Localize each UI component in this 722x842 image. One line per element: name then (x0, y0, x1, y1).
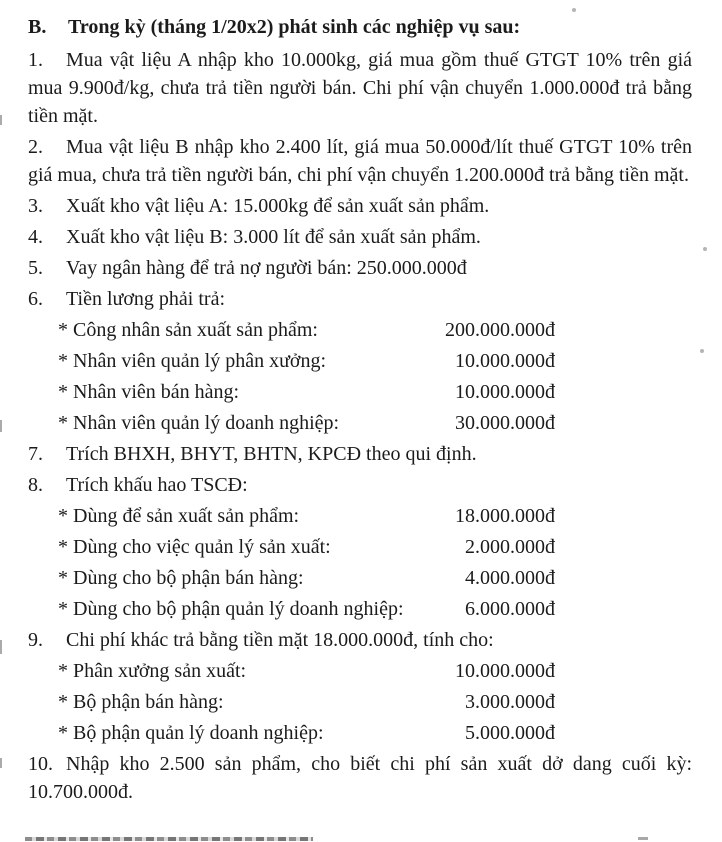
list-item-10 (28, 750, 692, 806)
item-number: 1. (28, 49, 43, 71)
amount-row (58, 657, 555, 685)
item-number: 8. (28, 474, 43, 496)
scan-bottom-mark (638, 837, 648, 840)
scan-edge-mark (0, 420, 2, 432)
amount-value: 200.000.000đ (445, 319, 555, 341)
list-item-4 (28, 223, 692, 251)
amount-label: * Bộ phận bán hàng: (58, 691, 224, 713)
item-number: 7. (28, 443, 43, 465)
list-item-9 (28, 626, 692, 654)
amount-value: 30.000.000đ (455, 412, 555, 434)
amount-label: * Dùng cho bộ phận bán hàng: (58, 567, 304, 589)
amount-row (58, 409, 555, 437)
item-number: 3. (28, 195, 43, 217)
item-number: 9. (28, 629, 43, 651)
amount-row (58, 378, 555, 406)
amount-label: * Bộ phận quản lý doanh nghiệp: (58, 722, 324, 744)
list-item-1 (28, 46, 692, 130)
amount-label: * Nhân viên quản lý phân xưởng: (58, 350, 327, 372)
section-heading (28, 12, 692, 42)
amount-label: * Công nhân sản xuất sản phẩm: (58, 319, 318, 341)
item-text: Trích khấu hao TSCĐ: (66, 474, 248, 496)
item-text: Nhập kho 2.500 sản phẩm, cho biết chi phí sản xuất dở dang cuối kỳ: 10.700.000đ. (28, 753, 692, 803)
amount-label: * Nhân viên quản lý doanh nghiệp: (58, 412, 340, 434)
amount-value: 10.000.000đ (455, 660, 555, 682)
amount-label: * Dùng cho bộ phận quản lý doanh nghiệp: (58, 598, 404, 620)
amount-row (58, 502, 555, 530)
list-item-5 (28, 254, 692, 282)
item-text: Xuất kho vật liệu B: 3.000 lít để sản xuất sản phẩm. (66, 226, 481, 248)
item-number: 2. (28, 136, 43, 158)
amount-value: 2.000.000đ (465, 536, 555, 558)
list-item-2 (28, 133, 692, 189)
amount-label: * Dùng cho việc quản lý sản xuất: (58, 536, 331, 558)
amount-value: 4.000.000đ (465, 567, 555, 589)
item-text: Mua vật liệu B nhập kho 2.400 lít, giá mua 50.000đ/lít thuế GTGT 10% trên giá mua, chưa trả tiền người bán, chi phí vận chuyển 1.200.000đ trả bằng tiền mặt. (28, 136, 692, 186)
amount-row (58, 719, 555, 747)
scan-speck (700, 349, 704, 353)
amount-value: 10.000.000đ (455, 350, 555, 372)
scan-edge-mark (0, 640, 2, 654)
amount-value: 6.000.000đ (465, 598, 555, 620)
amount-value: 10.000.000đ (455, 381, 555, 403)
section-label: B. (28, 16, 47, 38)
item-text: Tiền lương phải trả: (66, 288, 226, 310)
item-text: Trích BHXH, BHYT, BHTN, KPCĐ theo qui định. (66, 443, 477, 465)
amount-label: * Nhân viên bán hàng: (58, 381, 240, 403)
amount-row (58, 688, 555, 716)
amount-label: * Phân xưởng sản xuất: (58, 660, 247, 682)
amount-row (58, 533, 555, 561)
list-item-7 (28, 440, 692, 468)
item-number: 6. (28, 288, 43, 310)
scan-speck (703, 247, 707, 251)
item-text: Vay ngân hàng để trả nợ người bán: 250.000.000đ (66, 257, 467, 279)
item-text: Chi phí khác trả bằng tiền mặt 18.000.000đ, tính cho: (66, 629, 494, 651)
amount-value: 18.000.000đ (455, 505, 555, 527)
item-text: Xuất kho vật liệu A: 15.000kg để sản xuất sản phẩm. (66, 195, 490, 217)
list-item-3 (28, 192, 692, 220)
list-item-6 (28, 285, 692, 313)
amount-row (58, 564, 555, 592)
item-text: Mua vật liệu A nhập kho 10.000kg, giá mua gồm thuế GTGT 10% trên giá mua 9.900đ/kg, chưa trả tiền người bán. Chi phí vận chuyển 1.000.000đ trả bằng tiền mặt. (28, 49, 692, 127)
scan-edge-mark (0, 115, 2, 125)
amount-value: 3.000.000đ (465, 691, 555, 713)
amount-label: * Dùng để sản xuất sản phẩm: (58, 505, 300, 527)
section-heading-text: Trong kỳ (tháng 1/20x2) phát sinh các nghiệp vụ sau: (68, 16, 521, 38)
item-number: 4. (28, 226, 43, 248)
scan-edge-mark (0, 758, 2, 768)
item-number: 10. (28, 753, 53, 775)
amount-value: 5.000.000đ (465, 722, 555, 744)
amount-row (58, 347, 555, 375)
amount-row (58, 316, 555, 344)
scan-bottom-strip (25, 837, 313, 841)
item-number: 5. (28, 257, 43, 279)
list-item-8 (28, 471, 692, 499)
amount-row (58, 595, 555, 623)
